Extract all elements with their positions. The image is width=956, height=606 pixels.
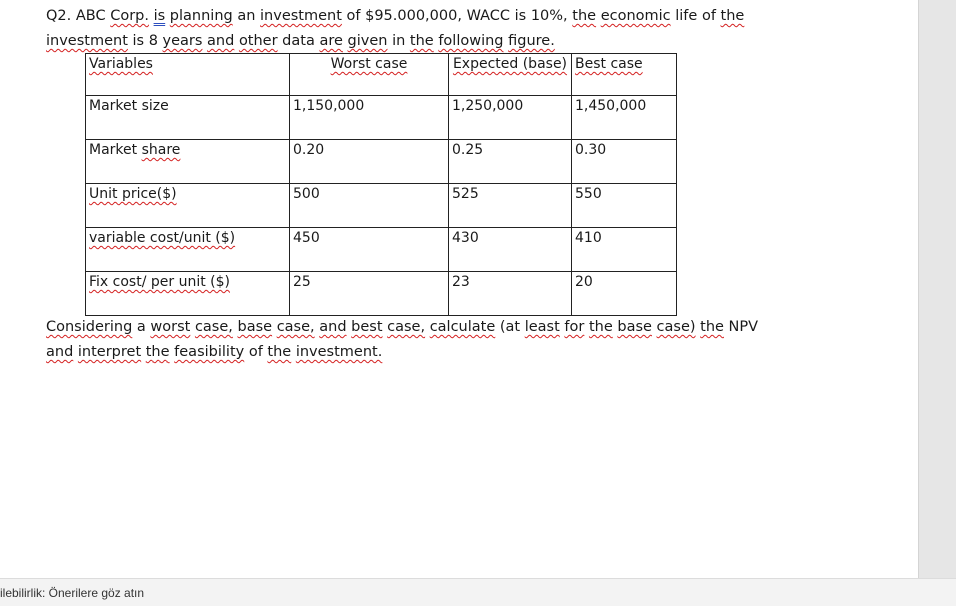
accessibility-status[interactable]: ilebilirlik: Önerilere göz atın (0, 586, 145, 600)
table-row (86, 184, 677, 228)
table-cell: Fix cost/ per unit ($) (86, 272, 290, 316)
table-row (86, 228, 677, 272)
spell-flagged-word: following (438, 33, 504, 49)
spell-flagged-word: investment (46, 33, 128, 49)
text-run: of $95.000,000, WACC is 10%, (341, 8, 573, 24)
spell-flagged-word: and (207, 33, 235, 49)
text-run: data (277, 33, 320, 49)
instruction-line-2 (46, 340, 382, 365)
table-cell: 450 (290, 228, 449, 272)
text-run: a (132, 319, 151, 335)
header-worst-case: Worst case (290, 54, 449, 96)
text-run: of (244, 344, 268, 360)
spell-flagged-word: the (145, 344, 170, 360)
status-bar (0, 578, 956, 606)
table-cell: 25 (290, 272, 449, 316)
scenario-table (85, 53, 677, 316)
spell-flagged-word: case, (194, 319, 233, 335)
table-header-row (86, 54, 677, 96)
table-cell: 0.20 (290, 140, 449, 184)
spell-flagged-word: case, (276, 319, 315, 335)
spell-flagged-word: least (524, 319, 560, 335)
table-cell: 550 (572, 184, 677, 228)
spell-flagged-word: base (617, 319, 652, 335)
spell-flagged-word: the (700, 319, 724, 335)
spell-flagged-word: interpret (77, 344, 142, 360)
spell-flagged-word: years (162, 33, 203, 49)
spell-flagged-word: feasibility (174, 344, 245, 360)
text-run: is 8 (127, 33, 163, 49)
table-row (86, 96, 677, 140)
table-cell: Unit price($) (86, 184, 290, 228)
table-cell: variable cost/unit ($) (86, 228, 290, 272)
spell-flagged-word: are (319, 33, 343, 49)
table-row (86, 272, 677, 316)
text-run: NPV (723, 319, 759, 335)
table-cell: 430 (449, 228, 572, 272)
spell-flagged-word: economic (600, 8, 671, 24)
table-cell: Market share (86, 140, 290, 184)
table-cell: 1,150,000 (290, 96, 449, 140)
spell-flagged-word: best (351, 319, 383, 335)
header-best-case: Best case (572, 54, 677, 96)
spell-flagged-word: investment. (295, 344, 383, 360)
text-run: an (232, 8, 261, 24)
spell-flagged-word: Corp. (110, 8, 149, 24)
spell-flagged-word: other (238, 33, 278, 49)
spell-flagged-word: the (409, 33, 434, 49)
table-cell: 500 (290, 184, 449, 228)
text-run: in (387, 33, 410, 49)
table-cell: 1,450,000 (572, 96, 677, 140)
vertical-scrollbar[interactable] (918, 0, 956, 578)
market-share-word: share (141, 142, 181, 158)
spell-flagged-word: Considering (46, 319, 133, 335)
spell-flagged-word: case) (656, 319, 696, 335)
table-cell: 525 (449, 184, 572, 228)
question-line-1 (46, 4, 744, 29)
spell-flagged-word: and (46, 344, 74, 360)
table-cell: 410 (572, 228, 677, 272)
spell-flagged-word: the (720, 8, 745, 24)
table-cell: 0.25 (449, 140, 572, 184)
spell-flagged-word: figure. (508, 33, 555, 49)
spell-flagged-word: calculate (429, 319, 496, 335)
spell-flagged-word: given (347, 33, 388, 49)
table-cell: Market size (86, 96, 290, 140)
table-cell: 23 (449, 272, 572, 316)
spell-flagged-word: the (267, 344, 292, 360)
question-line-2 (46, 29, 555, 54)
text-run: (at (495, 319, 525, 335)
header-expected-base: Expected (base) (449, 54, 572, 96)
header-variables: Variables (86, 54, 290, 96)
spell-flagged-word: case, (387, 319, 426, 335)
spell-flagged-word: for (564, 319, 585, 335)
spell-flagged-word: planning (169, 8, 233, 24)
text-run: life of (670, 8, 721, 24)
table-cell: 1,250,000 (449, 96, 572, 140)
instruction-line-1 (46, 315, 758, 340)
grammar-flagged-word: is (153, 8, 166, 24)
spell-flagged-word: the (588, 319, 613, 335)
spell-flagged-word: worst (150, 319, 191, 335)
spell-flagged-word: and (319, 319, 347, 335)
table-cell: 20 (572, 272, 677, 316)
spell-flagged-word: investment (260, 8, 342, 24)
text-run: Q2. ABC (46, 8, 111, 24)
table-cell: 0.30 (572, 140, 677, 184)
table-row (86, 140, 677, 184)
spell-flagged-word: the (572, 8, 597, 24)
spell-flagged-word: base (237, 319, 273, 335)
